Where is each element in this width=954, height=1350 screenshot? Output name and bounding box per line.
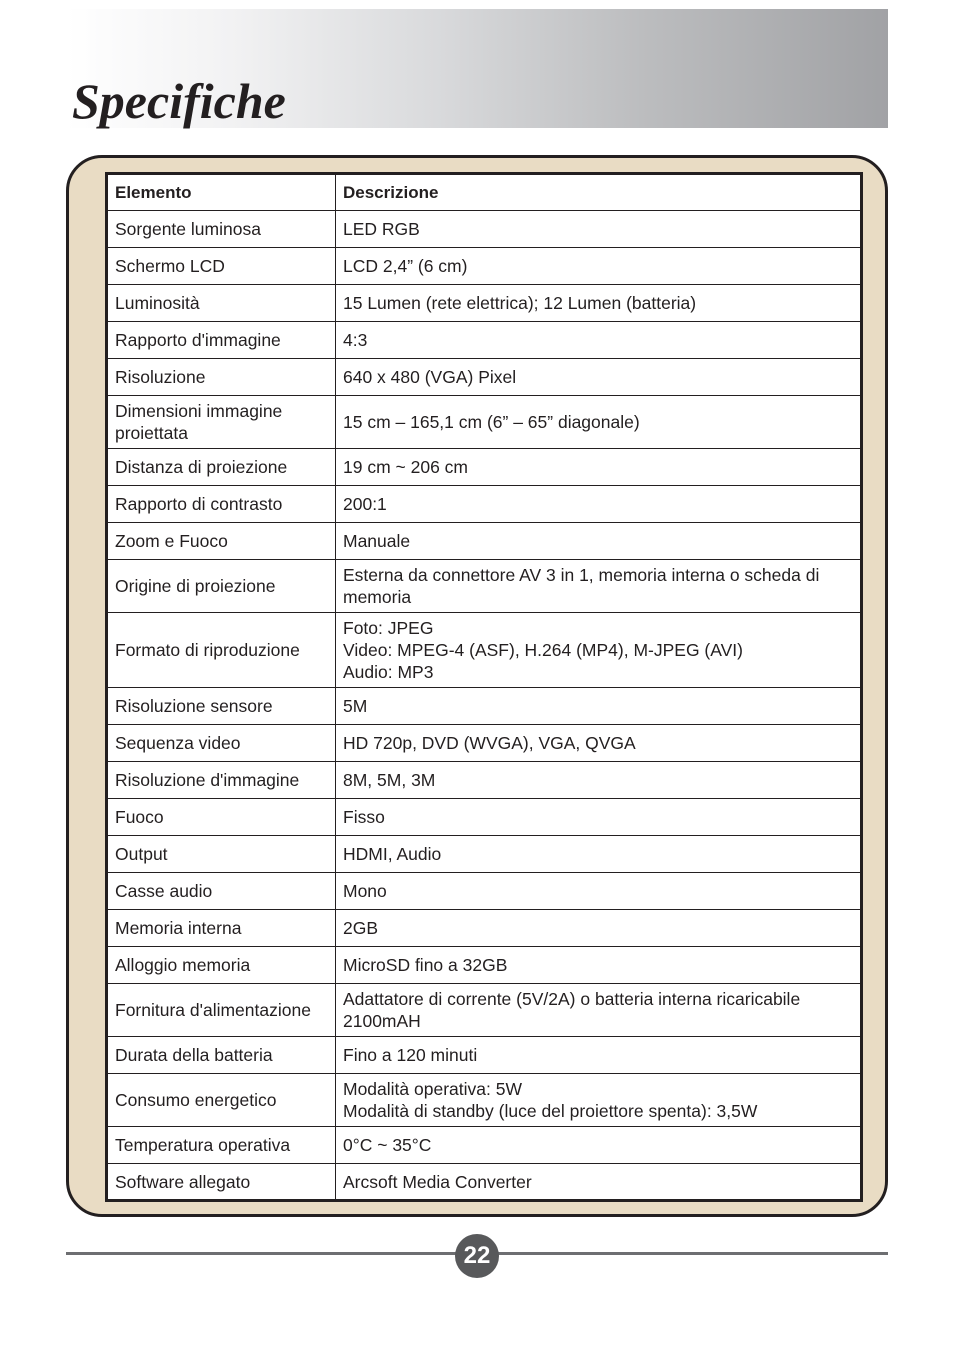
table-row <box>107 836 862 873</box>
table-row <box>107 873 862 910</box>
spec-value-line: LED RGB <box>343 219 420 239</box>
spec-value-line: Adattatore di corrente (5V/2A) o batteria interna ricaricabile 2100mAH <box>343 989 801 1031</box>
spec-label: Formato di riproduzione <box>107 613 336 688</box>
spec-value-line: 2GB <box>343 918 379 938</box>
table-row <box>107 285 862 322</box>
spec-value <box>336 285 862 322</box>
spec-label: Fornitura d'alimentazione <box>107 984 336 1037</box>
header-cell-description: Descrizione <box>336 174 862 211</box>
table-row <box>107 396 862 449</box>
spec-label: Fuoco <box>107 799 336 836</box>
spec-label: Luminosità <box>107 285 336 322</box>
spec-value <box>336 613 862 688</box>
table-row <box>107 1164 862 1201</box>
page-number-badge: 22 <box>455 1234 499 1278</box>
table-row <box>107 560 862 613</box>
table-row <box>107 725 862 762</box>
page-title: Specifiche <box>72 73 286 129</box>
table-header-row <box>107 174 862 211</box>
spec-value <box>336 322 862 359</box>
spec-value <box>336 1164 862 1201</box>
table-row <box>107 947 862 984</box>
table-row <box>107 1074 862 1127</box>
table-row <box>107 613 862 688</box>
spec-label: Origine di proiezione <box>107 560 336 613</box>
spec-value-line: Modalità operativa: 5W <box>343 1079 522 1099</box>
spec-table <box>105 172 863 1202</box>
spec-value <box>336 560 862 613</box>
spec-value-line: Foto: JPEG <box>343 618 434 638</box>
spec-label: Rapporto di contrasto <box>107 486 336 523</box>
spec-label: Dimensioni immagine proiettata <box>107 396 336 449</box>
spec-value <box>336 688 862 725</box>
spec-value <box>336 725 862 762</box>
spec-value-line: MicroSD fino a 32GB <box>343 955 508 975</box>
spec-value-line: 0°C ~ 35°C <box>343 1135 432 1155</box>
spec-label: Sequenza video <box>107 725 336 762</box>
spec-value-line: Mono <box>343 881 387 901</box>
spec-value <box>336 947 862 984</box>
table-row <box>107 910 862 947</box>
spec-label: Risoluzione d'immagine <box>107 762 336 799</box>
spec-label: Risoluzione <box>107 359 336 396</box>
table-row <box>107 486 862 523</box>
spec-value-line: Manuale <box>343 531 411 551</box>
spec-value <box>336 836 862 873</box>
spec-value-line: Modalità di standby (luce del proiettore spenta): 3,5W <box>343 1101 758 1121</box>
spec-value <box>336 523 862 560</box>
table-row <box>107 449 862 486</box>
spec-value-line: Fino a 120 minuti <box>343 1045 478 1065</box>
spec-value-line: Fisso <box>343 807 385 827</box>
table-row <box>107 211 862 248</box>
table-row <box>107 359 862 396</box>
spec-value <box>336 1127 862 1164</box>
spec-label: Zoom e Fuoco <box>107 523 336 560</box>
spec-label: Schermo LCD <box>107 248 336 285</box>
spec-label: Sorgente luminosa <box>107 211 336 248</box>
spec-value <box>336 1037 862 1074</box>
spec-value <box>336 248 862 285</box>
table-row <box>107 762 862 799</box>
spec-value <box>336 486 862 523</box>
spec-value <box>336 1074 862 1127</box>
table-row <box>107 523 862 560</box>
spec-value-line: 200:1 <box>343 494 387 514</box>
spec-label: Risoluzione sensore <box>107 688 336 725</box>
spec-value-line: HDMI, Audio <box>343 844 442 864</box>
spec-value-line: 8M, 5M, 3M <box>343 770 436 790</box>
spec-label: Output <box>107 836 336 873</box>
spec-label: Software allegato <box>107 1164 336 1201</box>
spec-value-line: HD 720p, DVD (WVGA), VGA, QVGA <box>343 733 636 753</box>
spec-value-line: Arcsoft Media Converter <box>343 1171 532 1192</box>
spec-value-line: 640 x 480 (VGA) Pixel <box>343 367 517 387</box>
spec-label: Distanza di proiezione <box>107 449 336 486</box>
spec-value-line: Video: MPEG-4 (ASF), H.264 (MP4), M-JPEG (AVI) <box>343 640 743 660</box>
spec-value-line: 19 cm ~ 206 cm <box>343 457 468 477</box>
table-row <box>107 799 862 836</box>
spec-value-line: 15 cm – 165,1 cm (6” – 65” diagonale) <box>343 412 640 432</box>
spec-value-line: Audio: MP3 <box>343 662 434 682</box>
spec-label: Consumo energetico <box>107 1074 336 1127</box>
spec-label: Temperatura operativa <box>107 1127 336 1164</box>
spec-value <box>336 873 862 910</box>
spec-value <box>336 449 862 486</box>
table-row <box>107 322 862 359</box>
spec-label: Casse audio <box>107 873 336 910</box>
spec-label: Alloggio memoria <box>107 947 336 984</box>
spec-value-line: 15 Lumen (rete elettrica); 12 Lumen (batteria) <box>343 293 697 313</box>
table-row <box>107 688 862 725</box>
spec-label: Rapporto d'immagine <box>107 322 336 359</box>
spec-value <box>336 762 862 799</box>
spec-value <box>336 396 862 449</box>
spec-value <box>336 910 862 947</box>
spec-value-line: LCD 2,4” (6 cm) <box>343 256 468 276</box>
table-row <box>107 984 862 1037</box>
table-row <box>107 248 862 285</box>
spec-label: Durata della batteria <box>107 1037 336 1074</box>
table-row <box>107 1037 862 1074</box>
spec-label: Memoria interna <box>107 910 336 947</box>
spec-value <box>336 799 862 836</box>
table-row <box>107 1127 862 1164</box>
spec-value <box>336 984 862 1037</box>
spec-value <box>336 211 862 248</box>
spec-value-line: Esterna da connettore AV 3 in 1, memoria interna o scheda di memoria <box>343 565 820 607</box>
spec-value <box>336 359 862 396</box>
spec-value-line: 5M <box>343 696 368 716</box>
header-cell-element: Elemento <box>107 174 336 211</box>
spec-value-line: 4:3 <box>343 330 368 350</box>
